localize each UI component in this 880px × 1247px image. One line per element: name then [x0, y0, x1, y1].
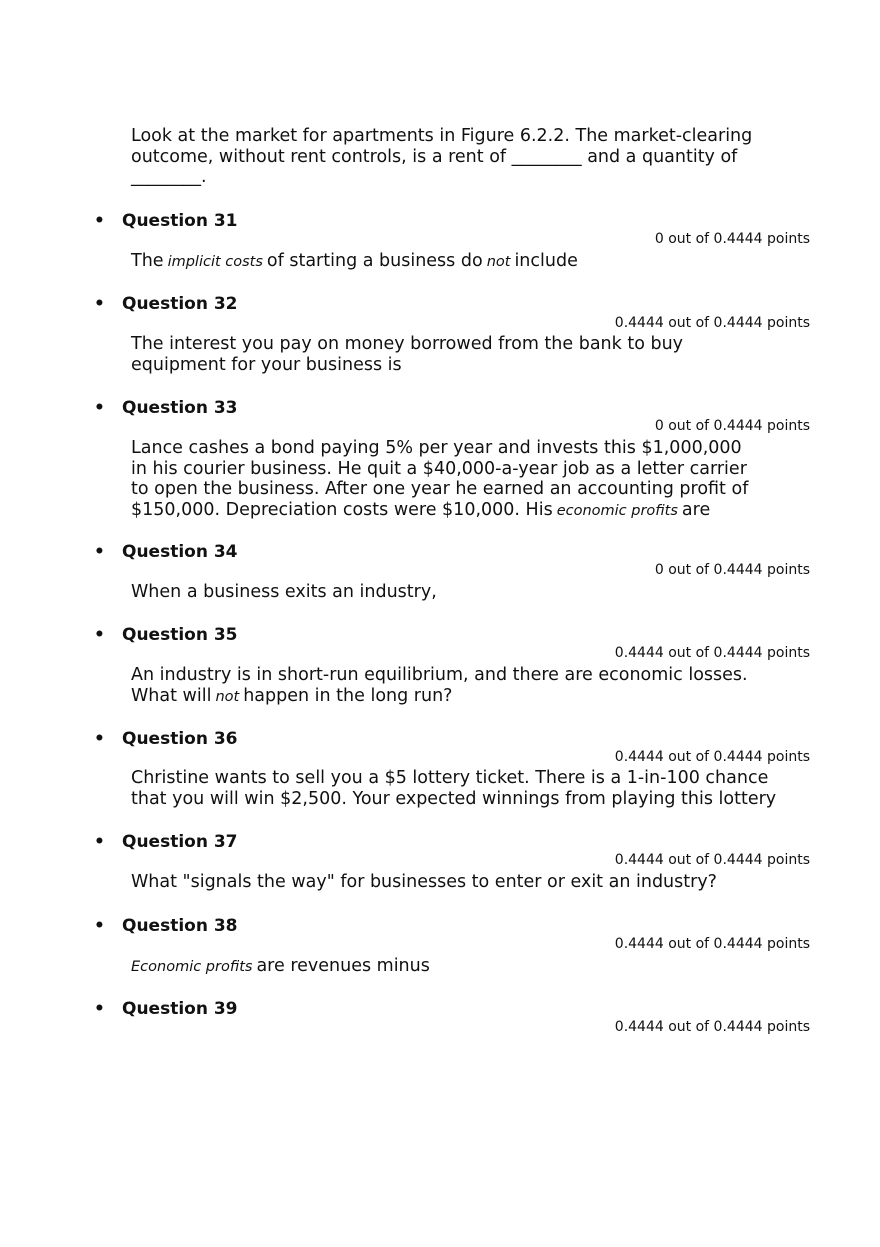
question-title: Question 39	[122, 999, 238, 1019]
bullet-icon: •	[94, 398, 105, 418]
bullet-icon: •	[94, 294, 105, 314]
question-37-text: What "signals the way" for businesses to enter or exit an industry?	[131, 872, 717, 892]
intro-question-text: Look at the market for apartments in Figure 6.2.2. The market-clearing outcome, without rent controls, is a rent of ________ and a quantity of ________.	[131, 126, 753, 187]
bullet-icon: •	[94, 832, 105, 852]
question-title: Question 35	[122, 625, 238, 645]
question-33-points: 0 out of 0.4444 points	[654, 418, 810, 434]
question-31-text: The implicit costs of starting a business do not include	[131, 251, 578, 271]
question-34-points: 0 out of 0.4444 points	[654, 562, 810, 578]
emphasis: implicit costs	[167, 254, 263, 270]
bullet-icon: •	[94, 625, 105, 645]
question-36-text: Christine wants to sell you a $5 lottery ticket. There is a 1-in-100 chance that you will win $2,500. Your expected winnings from playing this lottery	[131, 768, 777, 809]
question-36-points: 0.4444 out of 0.4444 points	[614, 749, 810, 765]
question-37-heading	[94, 832, 238, 852]
bullet-icon: •	[94, 916, 105, 936]
question-35-points: 0.4444 out of 0.4444 points	[614, 645, 810, 661]
question-31-heading	[94, 211, 238, 231]
bullet-icon: •	[94, 729, 105, 749]
question-title: Question 34	[122, 542, 238, 562]
question-title: Question 33	[122, 398, 238, 418]
question-36-heading	[94, 729, 238, 749]
question-32-text: The interest you pay on money borrowed from the bank to buy equipment for your business is	[131, 334, 684, 375]
question-34-heading	[94, 542, 238, 562]
question-38-points: 0.4444 out of 0.4444 points	[614, 936, 810, 952]
emphasis: not	[215, 688, 240, 705]
bullet-icon: •	[94, 542, 105, 562]
question-35-text: An industry is in short-run equilibrium, and there are economic losses. What will not happen in the long run?	[131, 665, 748, 706]
bullet-icon: •	[94, 999, 105, 1019]
question-37-points: 0.4444 out of 0.4444 points	[614, 852, 810, 868]
question-38-heading	[94, 916, 238, 936]
question-title: Question 31	[122, 211, 238, 231]
question-39-points: 0.4444 out of 0.4444 points	[614, 1019, 810, 1035]
question-31-points: 0 out of 0.4444 points	[654, 231, 810, 247]
emphasis: not	[486, 254, 511, 270]
question-38-text: Economic profits are revenues minus	[131, 956, 430, 976]
question-35-heading	[94, 625, 238, 645]
question-title: Question 32	[122, 294, 238, 314]
question-39-heading	[94, 999, 238, 1019]
question-title: Question 36	[122, 729, 238, 749]
emphasis: economic profits	[556, 502, 678, 519]
question-34-text: When a business exits an industry,	[131, 582, 437, 602]
question-32-points: 0.4444 out of 0.4444 points	[614, 315, 810, 331]
bullet-icon: •	[94, 211, 105, 231]
emphasis: Economic profits	[131, 959, 253, 975]
question-33-heading	[94, 398, 238, 418]
question-title: Question 37	[122, 832, 238, 852]
question-32-heading	[94, 294, 238, 314]
question-title: Question 38	[122, 916, 238, 936]
question-33-text: Lance cashes a bond paying 5% per year and invests this $1,000,000 in his courier business. He quit a $40,000-a-year job as a letter carrier to open the business. After one year he earned an accounting profit of $150,000. Depreciation costs were $10,000. His economic profits are	[131, 438, 749, 520]
